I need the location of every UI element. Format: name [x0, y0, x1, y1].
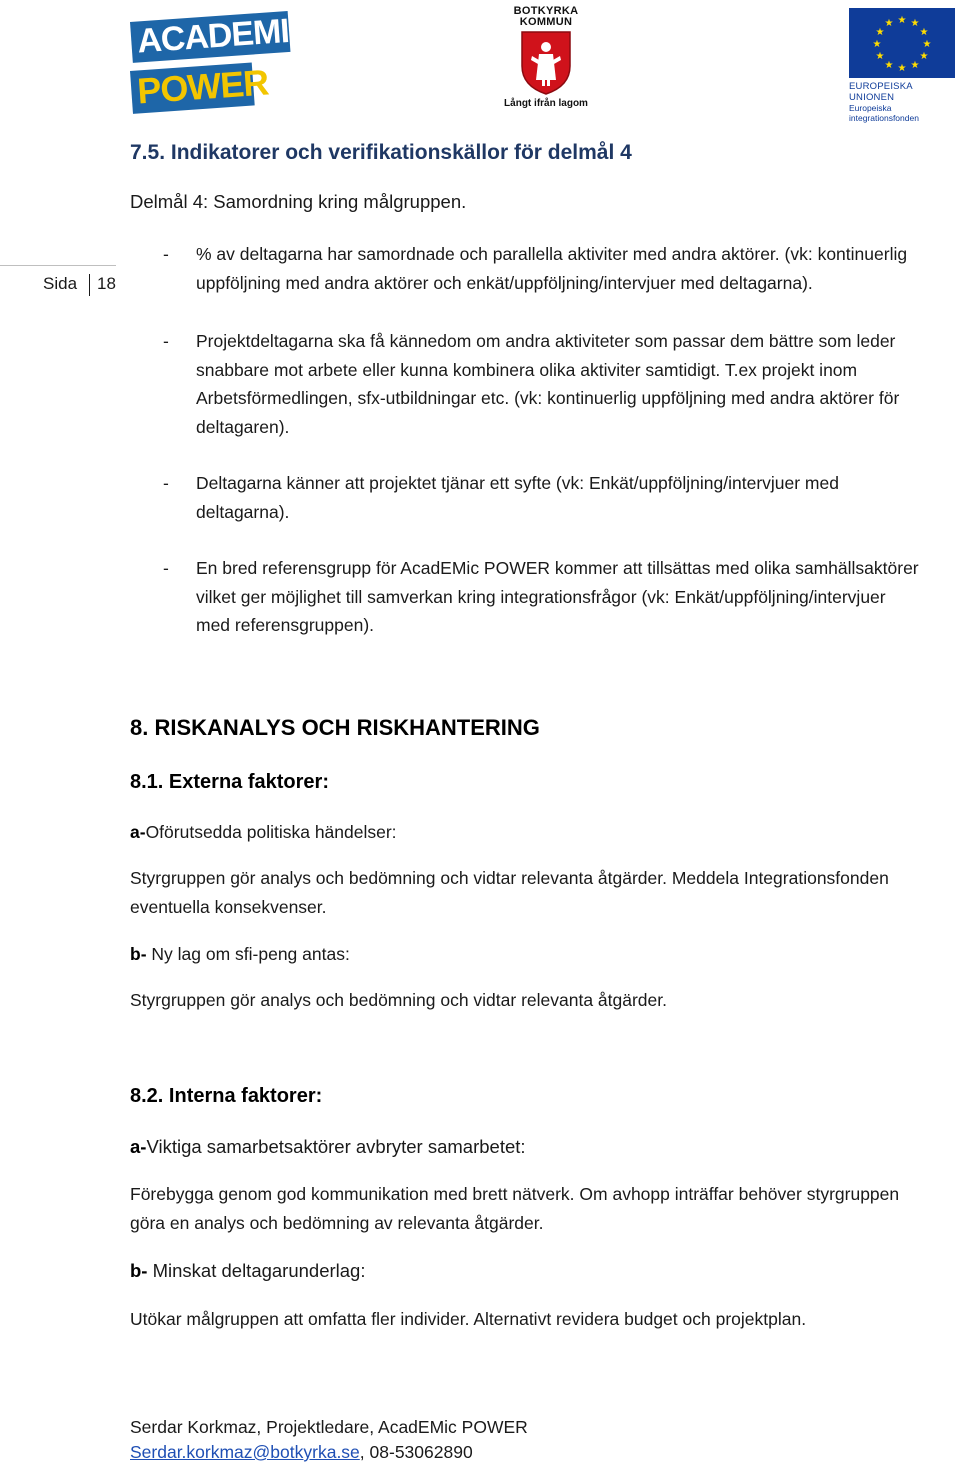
- body-line: Förebygga genom god kommunikation med brett nätverk. Om avhopp inträffar behöver styrgruppen: [130, 1184, 900, 1204]
- svg-text:★: ★: [897, 63, 907, 74]
- page-number-marker: [0, 265, 116, 302]
- bullet-line: med referensgruppen).: [196, 615, 375, 635]
- footer-author: Serdar Korkmaz, Projektledare, AcadEMic POWER: [130, 1417, 528, 1437]
- page-label: Sida: [43, 274, 78, 293]
- risk-8-2-a-body: [130, 1180, 899, 1237]
- body-line: eventuella konsekvenser.: [130, 896, 327, 917]
- footer-phone: , 08-53062890: [359, 1442, 473, 1462]
- svg-text:★: ★: [872, 39, 882, 50]
- eu-logo: [849, 8, 957, 123]
- bullet-dash: -: [163, 558, 169, 578]
- svg-text:★: ★: [884, 18, 894, 29]
- bullet-line: Projektdeltagarna ska få kännedom om andra aktiviteter som passar dem bättre som leder: [196, 331, 896, 351]
- svg-text:★: ★: [897, 15, 907, 26]
- botkyrka-shield-icon: [520, 30, 572, 96]
- bullet-item-4: [196, 554, 958, 640]
- risk-8-2-b-title: [130, 1257, 366, 1286]
- risk-8-1-b-body: Styrgruppen gör analys och bedömning och vidtar relevanta åtgärder.: [130, 990, 667, 1010]
- bullet-line: deltagarna).: [196, 501, 290, 522]
- bullet-line: snabbare mot arbete eller kunna kombinera olika aktiviter samtidigt. T.ex projekt inom: [196, 359, 858, 380]
- bullet-item-2: [196, 327, 958, 441]
- logo-power-word: POWER: [130, 62, 255, 113]
- page-number: 18: [97, 274, 116, 293]
- section-8-heading: 8. RISKANALYS OCH RISKHANTERING: [130, 715, 540, 740]
- logo-botkyrka-slogan: Långt ifrån lagom: [504, 98, 588, 109]
- body-line: Styrgruppen gör analys och bedömning och vidtar relevanta åtgärder. Meddela Integrationsfonden: [130, 868, 889, 888]
- eu-flag-icon: [849, 8, 955, 78]
- bullet-line: Deltagarna känner att projektet tjänar ett syfte (vk: Enkät/uppföljning/intervjuer med: [196, 473, 839, 493]
- bullet-dash: -: [163, 331, 169, 351]
- risk-title-text: Oförutsedda politiska händelser:: [145, 822, 397, 842]
- svg-text:★: ★: [910, 18, 920, 29]
- bullet-dash: -: [163, 244, 169, 264]
- bullet-line: Arbetsförmedlingen, sfx-utbildningar etc. (vk: kontinuerlig uppföljning med andra aktörer för: [196, 388, 900, 408]
- risk-8-1-a-title: [130, 818, 397, 847]
- risk-label: b-: [130, 944, 147, 964]
- bullet-line: deltagaren).: [196, 416, 290, 437]
- section-7-5-subheading: Delmål 4: Samordning kring målgruppen.: [130, 191, 467, 212]
- bullet-line: vilket ger möjlighet till samverkan kring integrationsfrågor (vk: Enkät/uppföljning/intervjuer: [196, 586, 886, 607]
- botkyrka-kommun-logo: [500, 6, 592, 114]
- logo-academic-word: ACADEMIC: [130, 11, 290, 63]
- bullet-item-3: [196, 469, 958, 526]
- risk-label: a-: [130, 822, 146, 842]
- academic-power-logo: [130, 10, 314, 112]
- svg-text:★: ★: [919, 51, 929, 62]
- svg-text:★: ★: [884, 60, 894, 71]
- risk-title-text: Minskat deltagarunderlag:: [147, 1260, 366, 1281]
- bullet-dash: -: [163, 473, 169, 493]
- bullet-line: uppföljning med andra aktörer och enkät/uppföljning/intervjuer med deltagarna).: [196, 272, 813, 293]
- bullet-line: % av deltagarna har samordnade och parallella aktiviter med andra aktörer. (vk: kontinuerlig: [196, 244, 908, 264]
- logo-botkyrka-line1: BOTKYRKA: [513, 5, 579, 17]
- page-marker-divider: [89, 274, 90, 296]
- eu-logo-line2: Europeiska integrationsfonden: [849, 103, 919, 123]
- section-8-2-heading: 8.2. Interna faktorer:: [130, 1085, 323, 1107]
- section-8-1-heading: 8.1. Externa faktorer:: [130, 771, 329, 793]
- svg-text:★: ★: [875, 27, 885, 38]
- section-7-5-heading: 7.5. Indikatorer och verifikationskällor för delmål 4: [130, 141, 632, 164]
- body-line: göra en analys och bedömning av relevanta åtgärder.: [130, 1212, 544, 1233]
- svg-text:★: ★: [910, 60, 920, 71]
- bullet-line: En bred referensgrupp för AcadEMic POWER kommer att tillsättas med olika samhällsaktörer: [196, 558, 919, 578]
- svg-text:★: ★: [922, 39, 932, 50]
- bullet-item-1: [196, 240, 958, 297]
- risk-label: a-: [130, 1136, 147, 1157]
- risk-title-text: Viktiga samarbetsaktörer avbryter samarbetet:: [146, 1136, 526, 1157]
- risk-label: b-: [130, 1260, 148, 1281]
- risk-8-2-a-title: [130, 1133, 526, 1162]
- risk-8-1-a-body: [130, 864, 889, 921]
- logo-botkyrka-line2: KOMMUN: [519, 16, 573, 28]
- eu-logo-line1: EUROPEISKA UNIONEN: [849, 81, 913, 103]
- risk-8-1-b-title: [130, 940, 350, 969]
- svg-text:★: ★: [919, 27, 929, 38]
- footer-contact: [130, 1440, 473, 1464]
- svg-text:★: ★: [875, 51, 885, 62]
- risk-8-2-b-body: Utökar målgruppen att omfatta fler individer. Alternativt revidera budget och projektplan.: [130, 1309, 807, 1329]
- risk-title-text: Ny lag om sfi-peng antas:: [146, 944, 350, 964]
- footer-email-link[interactable]: Serdar.korkmaz@botkyrka.se: [130, 1442, 360, 1462]
